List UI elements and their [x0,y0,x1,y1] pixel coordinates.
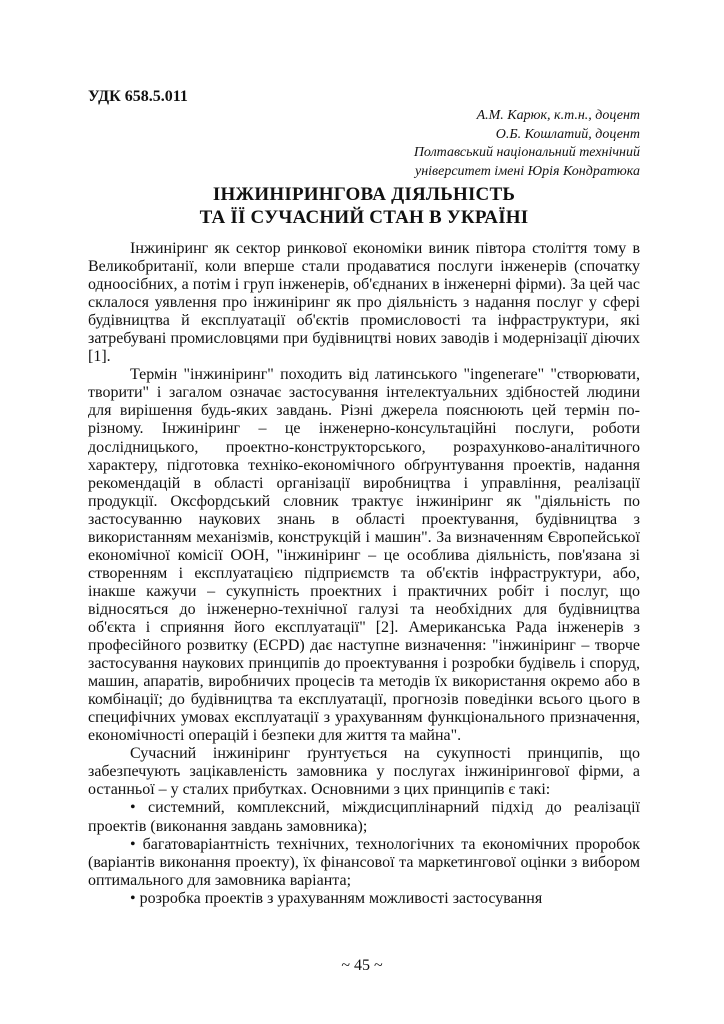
paragraph: Термін "інжиніринг" походить від латинського "ingenerare" "створювати, творити" і загалом означає застосування інтелектуальних здібностей людини для вирішення будь-яких завдань. Різні джерела пояснюють цей термін по-різному. Інжиніринг – це інженерно-консультаційні послуги, роботи дослідницького, проектно-конструкторського, розрахунково-аналітичного характеру, підготовка техніко-економічного обґрунтування проектів, надання рекомендацій в області організації виробництва і управління, реалізації продукції. Оксфордський словник трактує інжиніринг як "діяльність по застосуванню наукових знань в області проектування, будівництва з використанням механізмів, конструкцій і машин". За визначенням Європейської економічної комісії ООН, "інжиніринг – це особлива діяльність, пов'язана зі створенням і експлуатацією підприємств та об'єктів інфраструктури, або, інакше кажучи – сукупність проектних і практичних робіт і послуг, що відносяться до інженерно-технічної галузі та необхідних для будівництва об'єкта і сприяння його експлуатації" [2]. Американська Рада інженерів з професійного розвитку (ECPD) дає наступне визначення: "інжиніринг – творче застосування наукових принципів до проектування і розробки будівель і споруд, машин, апаратів, виробничих процесів та методів їх використання окремо або в комбінації; до будівництва та експлуатації, прогнозів поведінки всього цього в специфічних умовах експлуатації з урахуванням функціонального призначення, економічності операцій і безпеки для життя та майна". [88,366,640,745]
title-line: ІНЖИНІРИНГОВА ДІЯЛЬНІСТЬ [212,184,516,205]
author-line: А.М. Карюк, к.т.н., доцент [476,108,640,123]
author-block [414,107,640,181]
affiliation-line: Полтавський національний технічний [413,145,640,161]
paragraph: Інжиніринг як сектор ринкової економіки виник півтора століття тому в Великобританії, коли вперше стали продаватися послуги інженерів (спочатку одноосібних, а потім і груп інженерів, об'єднаних в інженерні фірми). За цей час склалося уявлення про інжиніринг як про діяльність з надання послуг у сфері будівництва й експлуатації об'єктів промисловості та інфраструктури, які затребувані промисловцями при будівництві нових заводів і модернізації діючих [1]. [88,240,640,366]
author-line: О.Б. Кошлатий, доцент [495,126,640,142]
paragraph: Сучасний інжиніринг ґрунтується на сукупності принципів, що забезпечують зацікавленість замовника у послугах інжинірингової фірми, а останньої – у сталих прибутках. Основними з цих принципів є такі: [88,745,640,799]
bullet-item: • багатоваріантність технічних, технологічних та економічних проробок (варіантів виконання проекту), їх фінансової та маркетингової оцінки з вибором оптимального для замовника варіанта; [88,835,640,889]
paper-title [88,183,640,229]
body-text [88,240,640,908]
title-line: ТА ЇЇ СУЧАСНИЙ СТАН В УКРАЇНІ [199,207,529,228]
bullet-item: • системний, комплексний, міждисциплінарний підхід до реалізації проектів (виконання завдань замовника); [88,799,640,835]
bullet-item: • розробка проектів з урахуванням можливості застосування [130,889,543,907]
udc-code: УДК 658.5.011 [88,88,188,105]
affiliation-line: університет імені Юрія Кондратюка [415,163,640,179]
page-number: ~ 45 ~ [341,957,383,974]
